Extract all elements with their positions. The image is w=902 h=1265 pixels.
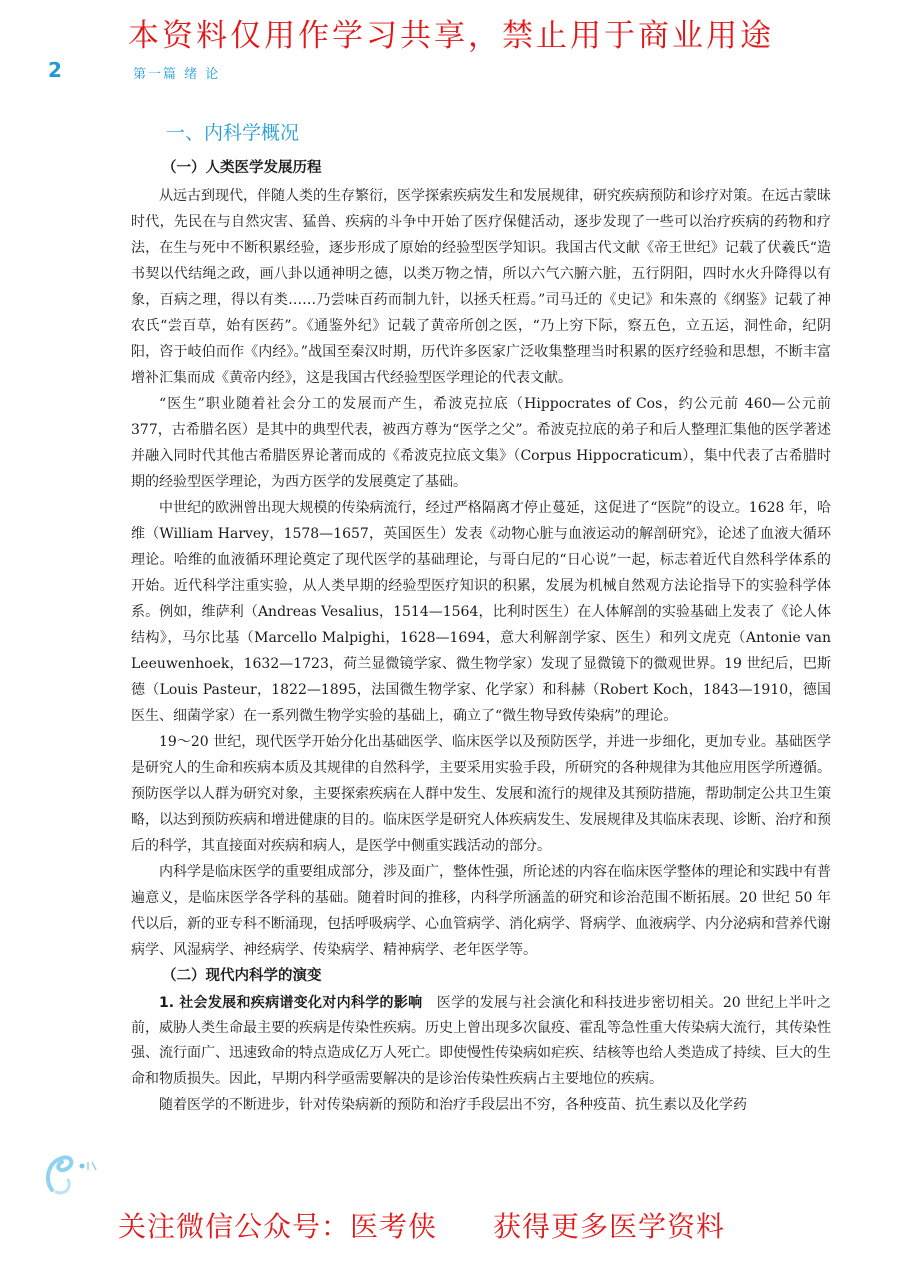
paragraph-ancient-medicine: 从远古到现代，伴随人类的生存繁衍，医学探索疾病发生和发展规律，研究疾病预防和诊疗对策。在远古蒙昧时代，先民在与自然灾害、猛兽、疾病的斗争中开始了医疗保健活动，逐步发现了一些可以治疗疾病的药物和疗法，在生与死中不断积累经验，逐步形成了原始的经验型医学知识。我国古代文献《帝王世纪》记载了伏羲氏“造书契以代结绳之政，画八卦以通神明之德，以类万物之情，所以六气六腑六脏，五行阴阳，四时水火升降得以有象，百病之理，得以有类……乃尝味百药而制九针，以拯夭枉焉。”司马迁的《史记》和朱熹的《纲鉴》记载了神农氏“尝百草，始有医药”。《通鉴外纪》记载了黄帝所创之医，“乃上穷下际，察五色，立五运，洞性命，纪阴阳，咨于岐伯而作《内经》。”战国至秦汉时期，历代许多医家广泛收集整理当时积累的医疗经验和思想，不断丰富增补汇集而成《黄帝内经》，这是我国古代经验型医学理论的代表文献。	[131, 188, 831, 386]
paragraph-medical-progress: 随着医学的不断进步，针对传染病新的预防和治疗手段层出不穷，各种疫苗、抗生素以及化学药	[159, 1096, 747, 1113]
watermark-bottom-left: 关注微信公众号：医考侠	[118, 1210, 438, 1243]
paragraph-social-development	[131, 991, 831, 1092]
watermark-bottom	[118, 1205, 725, 1245]
subsection-title-2: （二）现代内科学的演变	[162, 968, 322, 984]
paragraph-hippocrates: “医生”职业随着社会分工的发展而产生，希波克拉底（Hippocrates of Cos，约公元前 460—公元前 377，古希腊名医）是其中的典型代表，被西方尊为“医学之父”。希波克拉底的弟子和后人整理汇集他的医学著述并融入同时代其他古希腊医界论著而成的《希波克拉底文集》（Corpus Hippocraticum），集中代表了古希腊时期的经验型医学理论，为西方医学的发展奠定了基础。	[131, 396, 831, 490]
section-title: 一、内科学概况	[166, 122, 300, 144]
paragraph-medieval-modern: 中世纪的欧洲曾出现大规模的传染病流行，经过严格隔离才停止蔓延，这促进了“医院”的设立。1628 年，哈维（William Harvey，1578—1657，英国医生）发表《动物心脏与血液运动的解剖研究》，论述了血液大循环理论。哈维的血液循环理论奠定了现代医学的基础理论，与哥白尼的“日心说”一起，标志着近代自然科学体系的开始。近代科学注重实验，从人类早期的经验型医疗知识的积累，发展为机械自然观方法论指导下的实验科学体系。例如，维萨利（Andreas Vesalius，1514—1564，比利时医生）在人体解剖的实验基础上发表了《论人体结构》，马尔比基（Marcello Malpighi，1628—1694，意大利解剖学家、医生）和列文虎克（Antonie van Leeuwenhoek，1632—1723，荷兰显微镜学家、微生物学家）发现了显微镜下的微观世界。19 世纪后，巴斯德（Louis Pasteur，1822—1895，法国微生物学家、化学家）和科赫（Robert Koch，1843—1910，德国医生、细菌学家）在一系列微生物学实验的基础上，确立了“微生物导致传染病”的理论。	[131, 500, 831, 724]
main-content	[131, 118, 831, 1118]
runin-heading: 1. 社会发展和疾病谱变化对内科学的影响	[159, 995, 423, 1011]
running-head: 第一篇 绪 论	[133, 67, 221, 82]
publisher-logo-icon	[42, 1152, 104, 1196]
watermark-bottom-right: 获得更多医学资料	[493, 1210, 726, 1243]
page-number: 2	[48, 58, 62, 82]
subsection-title-1: （一）人类医学发展历程	[162, 160, 322, 176]
paragraph-social-development-body: 医学的发展与社会演化和科技进步密切相关。20 世纪上半叶之前，威胁人类生命最主要的疾病是传染性疾病。历史上曾出现多次鼠疫、霍乱等急性重大传染病大流行，其传染性强、流行面广、迅速致命的特点造成亿万人死亡。即使慢性传染病如疟疾、结核等也给人类造成了持续、巨大的生命和物质损失。因此，早期内科学亟需要解决的是诊治传染性疾病占主要地位的疾病。	[131, 995, 832, 1087]
watermark-top: 本资料仅用作学习共享，禁止用于商业用途	[128, 18, 774, 54]
paragraph-internal-medicine: 内科学是临床医学的重要组成部分，涉及面广，整体性强，所论述的内容在临床医学整体的理论和实践中有普遍意义，是临床医学各学科的基础。随着时间的推移，内科学所涵盖的研究和诊治范围不断拓展。20 世纪 50 年代以后，新的亚专科不断涌现，包括呼吸病学、心血管病学、消化病学、肾病学、血液病学、内分泌病和营养代谢病学、风湿病学、神经病学、传染病学、精神病学、老年医学等。	[131, 864, 831, 958]
paragraph-modern-branches: 19～20 世纪，现代医学开始分化出基础医学、临床医学以及预防医学，并进一步细化，更加专业。基础医学是研究人的生命和疾病本质及其规律的自然科学，主要采用实验手段，所研究的各种规律为其他应用医学所遵循。预防医学以人群为研究对象，主要探索疾病在人群中发生、发展和流行的规律及其预防措施，帮助制定公共卫生策略，以达到预防疾病和增进健康的目的。临床医学是研究人体疾病发生、发展规律及其临床表现、诊断、治疗和预后的科学，其直接面对疾病和病人，是医学中侧重实践活动的部分。	[131, 734, 831, 854]
